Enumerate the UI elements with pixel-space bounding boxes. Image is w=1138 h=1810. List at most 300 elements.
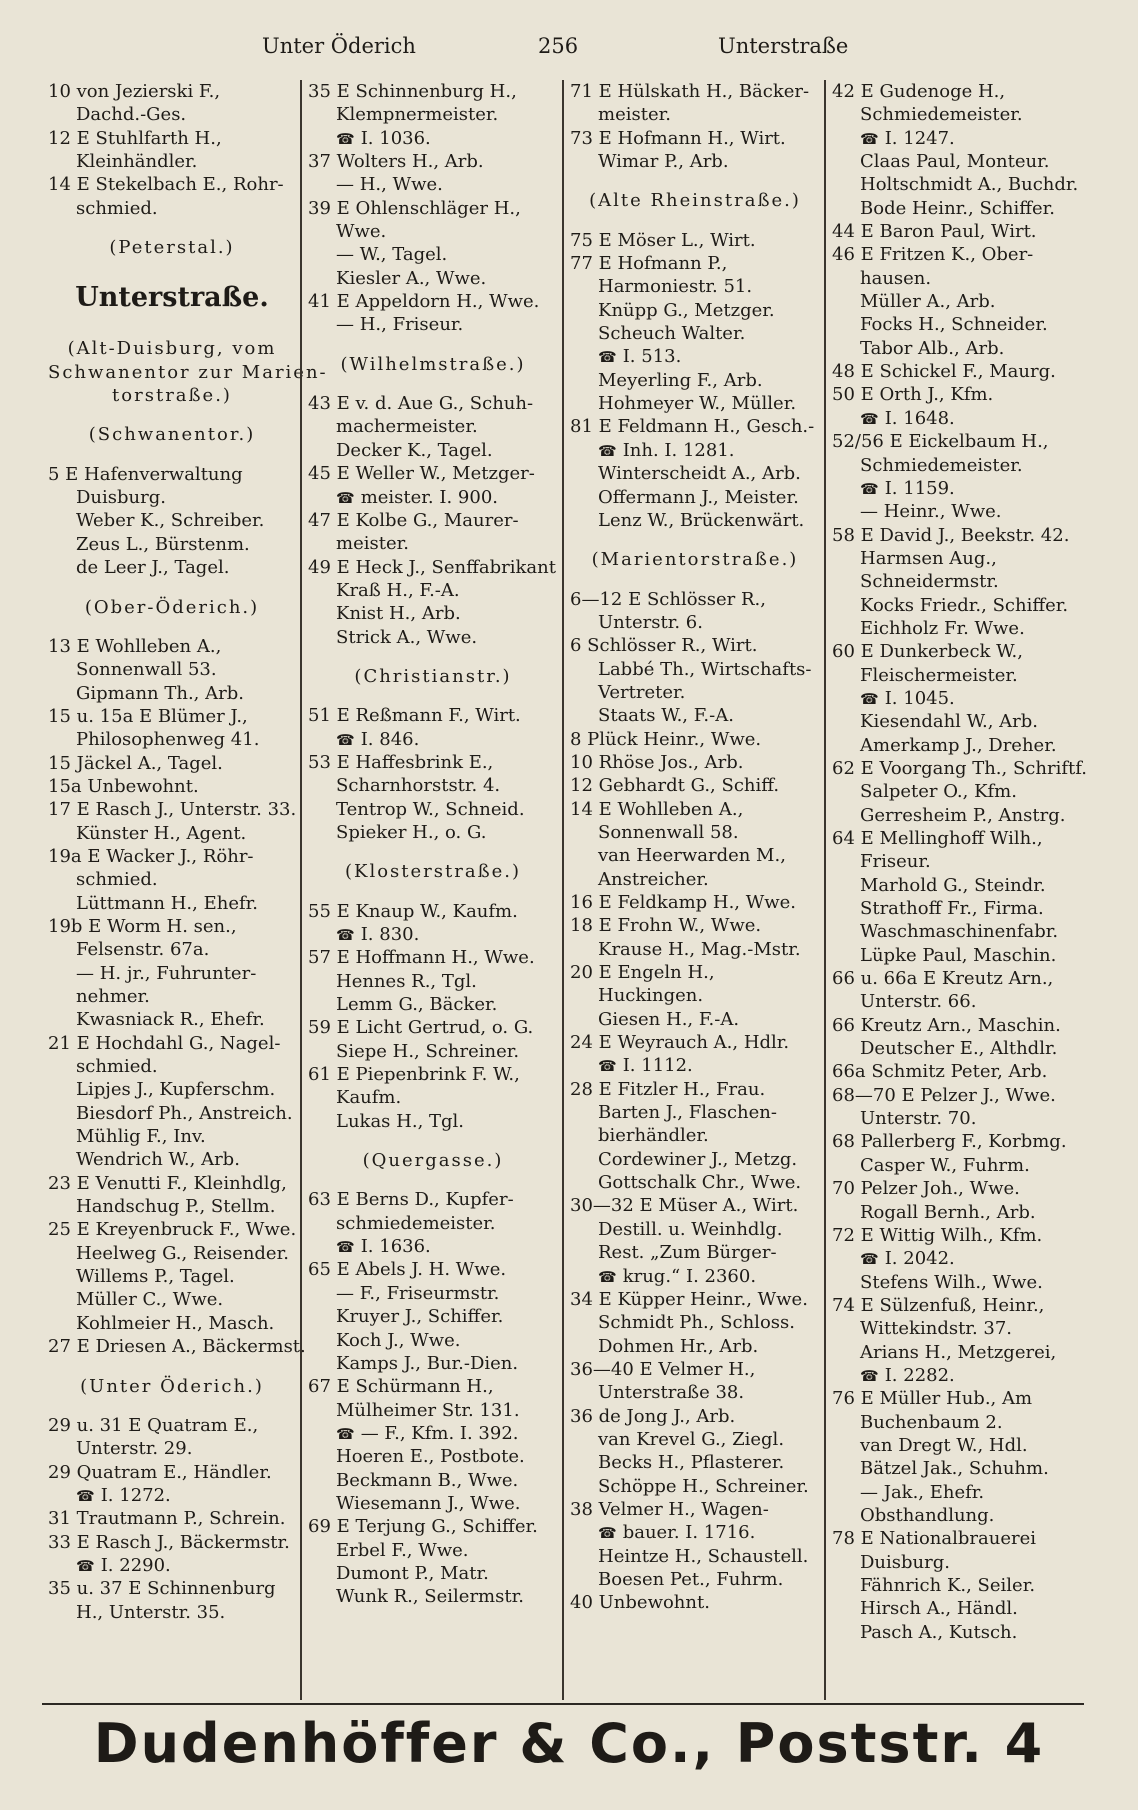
line-text: Weber K., Schreiber. <box>76 510 265 532</box>
line-text: 14 E Stekelbach E., Rohr- <box>48 174 284 196</box>
entry-line <box>308 415 558 438</box>
line-text: 35 u. 37 E Schinnenburg <box>48 1578 276 1600</box>
entry-line <box>308 1469 558 1492</box>
entry-line <box>832 967 1080 990</box>
line-text: 41 E Appeldorn H., Wwe. <box>308 291 540 313</box>
entry-line <box>832 337 1080 360</box>
entry-line <box>570 150 820 173</box>
telephone-icon: ☎ <box>860 689 879 708</box>
line-text: 81 E Feldmann H., Gesch.- <box>570 416 815 438</box>
entry-line <box>48 1554 296 1577</box>
entry-line <box>308 970 558 993</box>
entry-line <box>832 1177 1080 1200</box>
telephone-icon: ☎ <box>76 1486 95 1505</box>
entry-line <box>308 313 558 336</box>
entry-line <box>832 1130 1080 1153</box>
line-text: Harmoniestr. 51. <box>598 276 753 298</box>
entry-line <box>48 197 296 220</box>
line-text: 37 Wolters H., Arb. <box>308 151 484 173</box>
telephone-icon: ☎ <box>598 348 617 367</box>
entry-line <box>48 915 296 938</box>
entry-line <box>308 439 558 462</box>
line-text: Kleinhändler. <box>76 151 198 173</box>
entry-line <box>308 267 558 290</box>
telephone-icon: ☎ <box>76 1556 95 1575</box>
line-text: Sonnenwall 53. <box>76 659 217 681</box>
line-text: Hohmeyer W., Müller. <box>598 393 797 415</box>
line-text: Obsthandlung. <box>860 1504 995 1526</box>
entry-line <box>48 868 296 891</box>
line-text: Spieker H., o. G. <box>336 821 487 843</box>
entry-line <box>48 1312 296 1335</box>
line-text: Krause H., Mag.-Mstr. <box>598 938 801 960</box>
line-text: I. 2042. <box>884 1248 955 1270</box>
line-text: (Schwanentor.) <box>88 424 256 446</box>
entry-line <box>308 1040 558 1063</box>
line-text: machermeister. <box>336 416 478 438</box>
spacer <box>308 1172 558 1188</box>
line-text: 53 E Haffesbrink E., <box>308 751 494 773</box>
entry-line <box>832 103 1080 126</box>
entry-line <box>308 1375 558 1398</box>
line-text: Kraß H., F.-A. <box>336 579 460 601</box>
entry-line <box>48 705 296 728</box>
entry-line <box>832 500 1080 523</box>
spacer <box>570 213 820 229</box>
line-text: Salpeter O., Kfm. <box>860 781 1017 803</box>
line-text: Schmiedemeister. <box>860 104 1023 126</box>
entry-line <box>308 1188 558 1211</box>
entry-line <box>832 1271 1080 1294</box>
line-text: Kwasniack R., Ehefr. <box>76 1009 265 1031</box>
telephone-icon: ☎ <box>336 488 355 507</box>
entry-line <box>570 634 820 657</box>
entry-line <box>570 1451 820 1474</box>
line-text: Schmiedemeister. <box>860 454 1023 476</box>
line-text: schmied. <box>76 197 158 219</box>
line-text: Meyerling F., Arb. <box>598 369 763 391</box>
line-text: — H., Wwe. <box>336 174 443 196</box>
line-text: 18 E Frohn W., Wwe. <box>570 915 762 937</box>
entry-line <box>832 757 1087 780</box>
line-text: meister. I. 900. <box>360 486 498 508</box>
entry-line <box>570 1078 820 1101</box>
telephone-icon: ☎ <box>860 129 879 148</box>
line-text: 46 E Fritzen K., Ober- <box>832 244 1034 266</box>
entry-line <box>570 774 820 797</box>
line-text: 34 E Küpper Heinr., Wwe. <box>570 1288 808 1310</box>
entry-line <box>832 173 1080 196</box>
entry-line <box>308 290 558 313</box>
spacer <box>308 1133 558 1149</box>
entry-line <box>308 798 558 821</box>
line-text: Casper W., Fuhrm. <box>860 1154 1030 1176</box>
line-text: I. 2290. <box>100 1554 171 1576</box>
entry-line <box>570 275 820 298</box>
line-text: Rogall Bernh., Arb. <box>860 1201 1036 1223</box>
entry-line <box>48 892 296 915</box>
entry-line <box>308 1352 558 1375</box>
line-text: Hoeren E., Postbote. <box>336 1446 525 1468</box>
line-text: Holtschmidt A., Buchdr. <box>860 174 1079 196</box>
line-text: schmied. <box>76 1056 158 1078</box>
line-text: Dachd.-Ges. <box>76 104 187 126</box>
line-text: Mühlig F., Inv. <box>76 1126 206 1148</box>
line-text: — Heinr., Wwe. <box>860 501 1002 523</box>
line-text: Unterstr. 29. <box>76 1438 193 1460</box>
telephone-icon: ☎ <box>336 129 355 148</box>
entry-line <box>48 1484 296 1507</box>
line-text: 59 E Licht Gertrud, o. G. <box>308 1017 534 1039</box>
line-text: 65 E Abels J. H. Wwe. <box>308 1259 507 1281</box>
line-text: 47 E Kolbe G., Maurer- <box>308 509 519 531</box>
line-text: 67 E Schürmann H., <box>308 1376 494 1398</box>
entry-line <box>570 914 820 937</box>
telephone-icon: ☎ <box>598 1267 617 1286</box>
entry-line <box>308 486 558 509</box>
line-text: 60 E Dunkerbeck W., <box>832 641 1023 663</box>
line-text: Kaufm. <box>336 1087 402 1109</box>
entry-line <box>48 509 296 532</box>
line-text: 23 E Venutti F., Kleinhdlg, <box>48 1172 287 1194</box>
street-heading <box>48 596 296 619</box>
spacer <box>570 173 820 189</box>
column-1 <box>42 80 328 1700</box>
line-text: Amerkamp J., Dreher. <box>860 734 1057 756</box>
entry-line <box>48 463 296 486</box>
entry-line <box>570 1031 820 1054</box>
line-text: 73 E Hofmann H., Wirt. <box>570 127 786 149</box>
line-text: 31 Trautmann P., Schrein. <box>48 1508 286 1530</box>
line-text: Fleischermeister. <box>860 664 1018 686</box>
entry-line <box>570 1545 820 1568</box>
entry-line <box>570 704 820 727</box>
line-text: Siepe H., Schreiner. <box>336 1040 520 1062</box>
line-text: H., Unterstr. 35. <box>76 1601 226 1623</box>
line-text: Knüpp G., Metzger. <box>598 299 775 321</box>
line-text: Lüttmann H., Ehefr. <box>76 892 258 914</box>
entry-line <box>832 594 1080 617</box>
entry-line <box>570 1568 820 1591</box>
entry-line <box>570 611 820 634</box>
spacer <box>48 1359 296 1375</box>
line-text: — W., Tagel. <box>336 244 448 266</box>
line-text: torstraße.) <box>112 385 232 407</box>
entry-line <box>570 1124 820 1147</box>
entry-line <box>570 821 820 844</box>
line-text: Schneidermstr. <box>860 571 999 593</box>
line-text: (Klosterstraße.) <box>344 861 522 883</box>
line-text: 28 E Fitzler H., Frau. <box>570 1078 766 1100</box>
line-text: 51 E Reßmann F., Wirt. <box>308 705 521 727</box>
line-text: 15 Jäckel A., Tagel. <box>48 752 223 774</box>
line-text: 45 E Weller W., Metzger- <box>308 463 535 485</box>
line-text: Vertreter. <box>598 681 686 703</box>
entry-line <box>570 751 820 774</box>
entry-line <box>832 407 1080 430</box>
entry-line <box>570 1475 820 1498</box>
spacer <box>308 337 558 353</box>
spacer <box>48 447 296 463</box>
line-text: (Wilhelmstraße.) <box>340 353 526 375</box>
line-text: Schwanentor zur Marien- <box>48 361 328 383</box>
line-text: 43 E v. d. Aue G., Schuh- <box>308 393 534 415</box>
entry-line <box>832 944 1080 967</box>
line-text: Deutscher E., Althdlr. <box>860 1038 1058 1060</box>
line-text: Gerresheim P., Anstrg. <box>860 804 1066 826</box>
entry-line <box>48 728 296 751</box>
line-text: 13 E Wohlleben A., <box>48 635 222 657</box>
line-text: 36 de Jong J., Arb. <box>570 1405 736 1427</box>
entry-line <box>832 1597 1080 1620</box>
entry-line <box>48 486 296 509</box>
entry-line <box>570 509 820 532</box>
entry-line <box>308 1562 558 1585</box>
line-text: Tentrop W., Schneid. <box>336 798 525 820</box>
line-text: Offermann J., Meister. <box>598 486 799 508</box>
line-text: Waschmaschinenfabr. <box>860 921 1059 943</box>
line-text: — F., Friseurmstr. <box>336 1282 500 1304</box>
line-text: 64 E Mellinghoff Wilh., <box>832 828 1043 849</box>
line-text: Huckingen. <box>598 985 704 1007</box>
entry-line <box>832 290 1080 313</box>
line-text: Barten J., Flaschen- <box>598 1102 777 1124</box>
entry-line <box>570 1148 820 1171</box>
line-text: Destill. u. Weinhdlg. <box>598 1218 783 1240</box>
line-text: Zeus L., Bürstenm. <box>76 533 250 555</box>
entry-line <box>832 360 1080 383</box>
street-heading <box>48 384 296 407</box>
entry-line <box>308 1258 558 1281</box>
line-text: 58 E David J., Beekstr. 42. <box>832 524 1070 546</box>
entry-line <box>832 1014 1080 1037</box>
entry-line <box>308 1016 558 1039</box>
entry-line <box>48 1218 296 1241</box>
line-text: 15a Unbewohnt. <box>48 775 199 797</box>
entry-line <box>570 1428 820 1451</box>
street-heading <box>48 1375 296 1398</box>
entry-line <box>832 1364 1080 1387</box>
entry-line <box>570 1311 820 1334</box>
line-text: Schmidt Ph., Schloss. <box>598 1312 795 1334</box>
entry-line <box>570 299 820 322</box>
line-text: krug.“ I. 2360. <box>622 1265 757 1287</box>
line-text: Handschug P., Stellm. <box>76 1196 276 1218</box>
entry-line <box>570 1498 820 1521</box>
line-text: meister. <box>336 533 409 555</box>
line-text: Beckmann B., Wwe. <box>336 1469 519 1491</box>
line-text: 55 E Knaup W., Kaufm. <box>308 900 518 922</box>
line-text: I. 1036. <box>360 127 431 149</box>
entry-line <box>832 1481 1080 1504</box>
line-text: Fähnrich K., Seiler. <box>860 1575 1036 1596</box>
entry-line <box>308 1282 558 1305</box>
entry-line <box>832 1107 1080 1130</box>
column-2 <box>300 80 562 1700</box>
line-text: Strick A., Wwe. <box>336 626 478 648</box>
line-text: Unterstraße 38. <box>598 1382 745 1404</box>
street-heading <box>570 189 820 212</box>
line-text: 49 E Heck J., Senffabrikant <box>308 556 556 578</box>
line-text: Anstreicher. <box>598 868 709 890</box>
line-text: Gottschalk Chr., Wwe. <box>598 1172 802 1194</box>
entry-line <box>308 127 558 150</box>
line-text: I. 1112. <box>622 1055 693 1077</box>
line-text: Wendrich W., Arb. <box>76 1149 240 1171</box>
column-4 <box>824 80 1087 1700</box>
line-text: 17 E Rasch J., Unterstr. 33. <box>48 799 297 821</box>
section-title <box>48 275 296 321</box>
line-text: 20 E Engeln H., <box>570 962 715 984</box>
entry-line <box>570 1241 820 1264</box>
entry-line <box>570 486 820 509</box>
line-text: 76 E Müller Hub., Am <box>832 1388 1033 1410</box>
entry-line <box>48 985 296 1008</box>
entry-line <box>308 1422 558 1445</box>
entry-line <box>832 80 1080 103</box>
entry-line <box>832 990 1080 1013</box>
entry-line <box>48 1032 296 1055</box>
line-text: Lukas H., Tgl. <box>336 1110 465 1132</box>
entry-line <box>832 1154 1080 1177</box>
entry-line <box>308 80 558 103</box>
spacer <box>570 532 820 548</box>
entry-line <box>832 1621 1080 1644</box>
entry-line <box>832 1294 1080 1317</box>
line-text: Focks H., Schneider. <box>860 314 1048 336</box>
entry-line <box>832 1201 1080 1224</box>
entry-line <box>832 1224 1080 1247</box>
entry-line <box>308 946 558 969</box>
line-text: Bode Heinr., Schiffer. <box>860 197 1056 219</box>
entry-line <box>832 243 1080 266</box>
entry-line <box>308 462 558 485</box>
line-text: 24 E Weyrauch A., Hdlr. <box>570 1032 790 1054</box>
line-text: Boesen Pet., Fuhrm. <box>598 1568 784 1590</box>
entry-line <box>308 626 558 649</box>
entry-line <box>308 1515 558 1538</box>
entry-line <box>832 127 1080 150</box>
line-text: Gipmann Th., Arb. <box>76 682 244 704</box>
entry-line <box>308 173 558 196</box>
line-text: nehmer. <box>76 986 150 1007</box>
line-text: 38 Velmer H., Wagen- <box>570 1498 769 1520</box>
entry-line <box>48 1335 306 1358</box>
line-text: — F., Kfm. I. 392. <box>360 1422 519 1444</box>
spacer <box>48 619 296 635</box>
line-text: 77 E Hofmann P., <box>570 253 728 275</box>
line-text: I. 1045. <box>884 687 955 709</box>
spacer <box>570 572 820 588</box>
line-text: Inh. I. 1281. <box>622 439 735 461</box>
line-text: 12 E Stuhlfarth H., <box>48 127 222 149</box>
line-text: 29 u. 31 E Quatram E., <box>48 1414 259 1436</box>
entry-line <box>570 80 820 103</box>
line-text: Marhold G., Steindr. <box>860 874 1046 896</box>
entry-line <box>570 1101 820 1124</box>
spacer <box>48 407 296 423</box>
line-text: Becks H., Pflasterer. <box>598 1452 785 1474</box>
street-heading <box>48 337 296 360</box>
line-text: 68 Pallerberg F., Korbmg. <box>832 1131 1067 1153</box>
entry-line <box>48 1265 296 1288</box>
line-text: 39 E Ohlenschläger H., <box>308 197 521 219</box>
line-text: Unterstr. 6. <box>598 611 703 633</box>
entry-line <box>308 579 558 602</box>
line-text: I. 513. <box>622 346 682 368</box>
entry-line <box>832 1504 1080 1527</box>
telephone-icon: ☎ <box>860 479 879 498</box>
telephone-icon: ☎ <box>336 730 355 749</box>
line-text: 68—70 E Pelzer J., Wwe. <box>832 1084 1056 1106</box>
entry-line <box>308 923 558 946</box>
line-text: 71 E Hülskath H., Bäcker- <box>570 81 810 102</box>
entry-line <box>48 103 296 126</box>
spacer <box>308 844 558 860</box>
entry-line <box>48 1055 296 1078</box>
line-text: 70 Pelzer Joh., Wwe. <box>832 1178 1020 1200</box>
entry-line <box>832 617 1080 640</box>
entry-line <box>308 751 558 774</box>
line-text: Stefens Wilh., Wwe. <box>860 1271 1043 1293</box>
line-text: (Quergasse.) <box>362 1150 504 1172</box>
line-text: I. 1636. <box>360 1236 431 1258</box>
entry-line <box>570 1054 820 1077</box>
line-text: van Dregt W., Hdl. <box>860 1434 1028 1456</box>
line-text: Müller A., Arb. <box>860 291 996 313</box>
line-text: 6 Schlösser R., Wirt. <box>570 635 758 657</box>
entry-line <box>570 938 820 961</box>
entry-line <box>48 1008 296 1031</box>
entry-line <box>570 462 820 485</box>
entry-line <box>832 1457 1080 1480</box>
telephone-icon: ☎ <box>598 441 617 460</box>
telephone-icon: ☎ <box>336 1424 355 1443</box>
entry-line <box>832 1037 1080 1060</box>
line-text: — Jak., Ehefr. <box>860 1481 985 1503</box>
line-text: Sonnenwall 58. <box>598 821 739 843</box>
entry-line <box>832 1341 1080 1364</box>
line-text: Dohmen Hr., Arb. <box>598 1335 759 1357</box>
line-text: 44 E Baron Paul, Wirt. <box>832 221 1037 243</box>
line-text: Friseur. <box>860 851 931 873</box>
entry-line <box>570 1194 820 1217</box>
line-text: 29 Quatram E., Händler. <box>48 1461 272 1483</box>
telephone-icon: ☎ <box>860 409 879 428</box>
line-text: (Peterstal.) <box>109 237 235 259</box>
entry-line <box>48 1507 296 1530</box>
entry-line <box>832 383 1080 406</box>
entry-line <box>832 477 1080 500</box>
entry-line <box>832 454 1080 477</box>
entry-line <box>308 532 558 555</box>
line-text: I. 1159. <box>884 477 955 499</box>
entry-line <box>308 1539 558 1562</box>
entry-line <box>570 1288 820 1311</box>
entry-line <box>570 1171 820 1194</box>
entry-line <box>832 430 1080 453</box>
line-text: Strathoff Fr., Firma. <box>860 898 1044 920</box>
telephone-icon: ☎ <box>598 1057 617 1076</box>
line-text: 10 Rhöse Jos., Arb. <box>570 751 744 773</box>
entry-line <box>48 1414 296 1437</box>
line-text: Kohlmeier H., Masch. <box>76 1312 275 1334</box>
page-header <box>0 34 1138 68</box>
footer-divider <box>42 1703 1084 1705</box>
entry-line <box>48 150 296 173</box>
line-text: Bätzel Jak., Schuhm. <box>860 1458 1049 1480</box>
line-text: Lüpke Paul, Maschin. <box>860 944 1057 966</box>
